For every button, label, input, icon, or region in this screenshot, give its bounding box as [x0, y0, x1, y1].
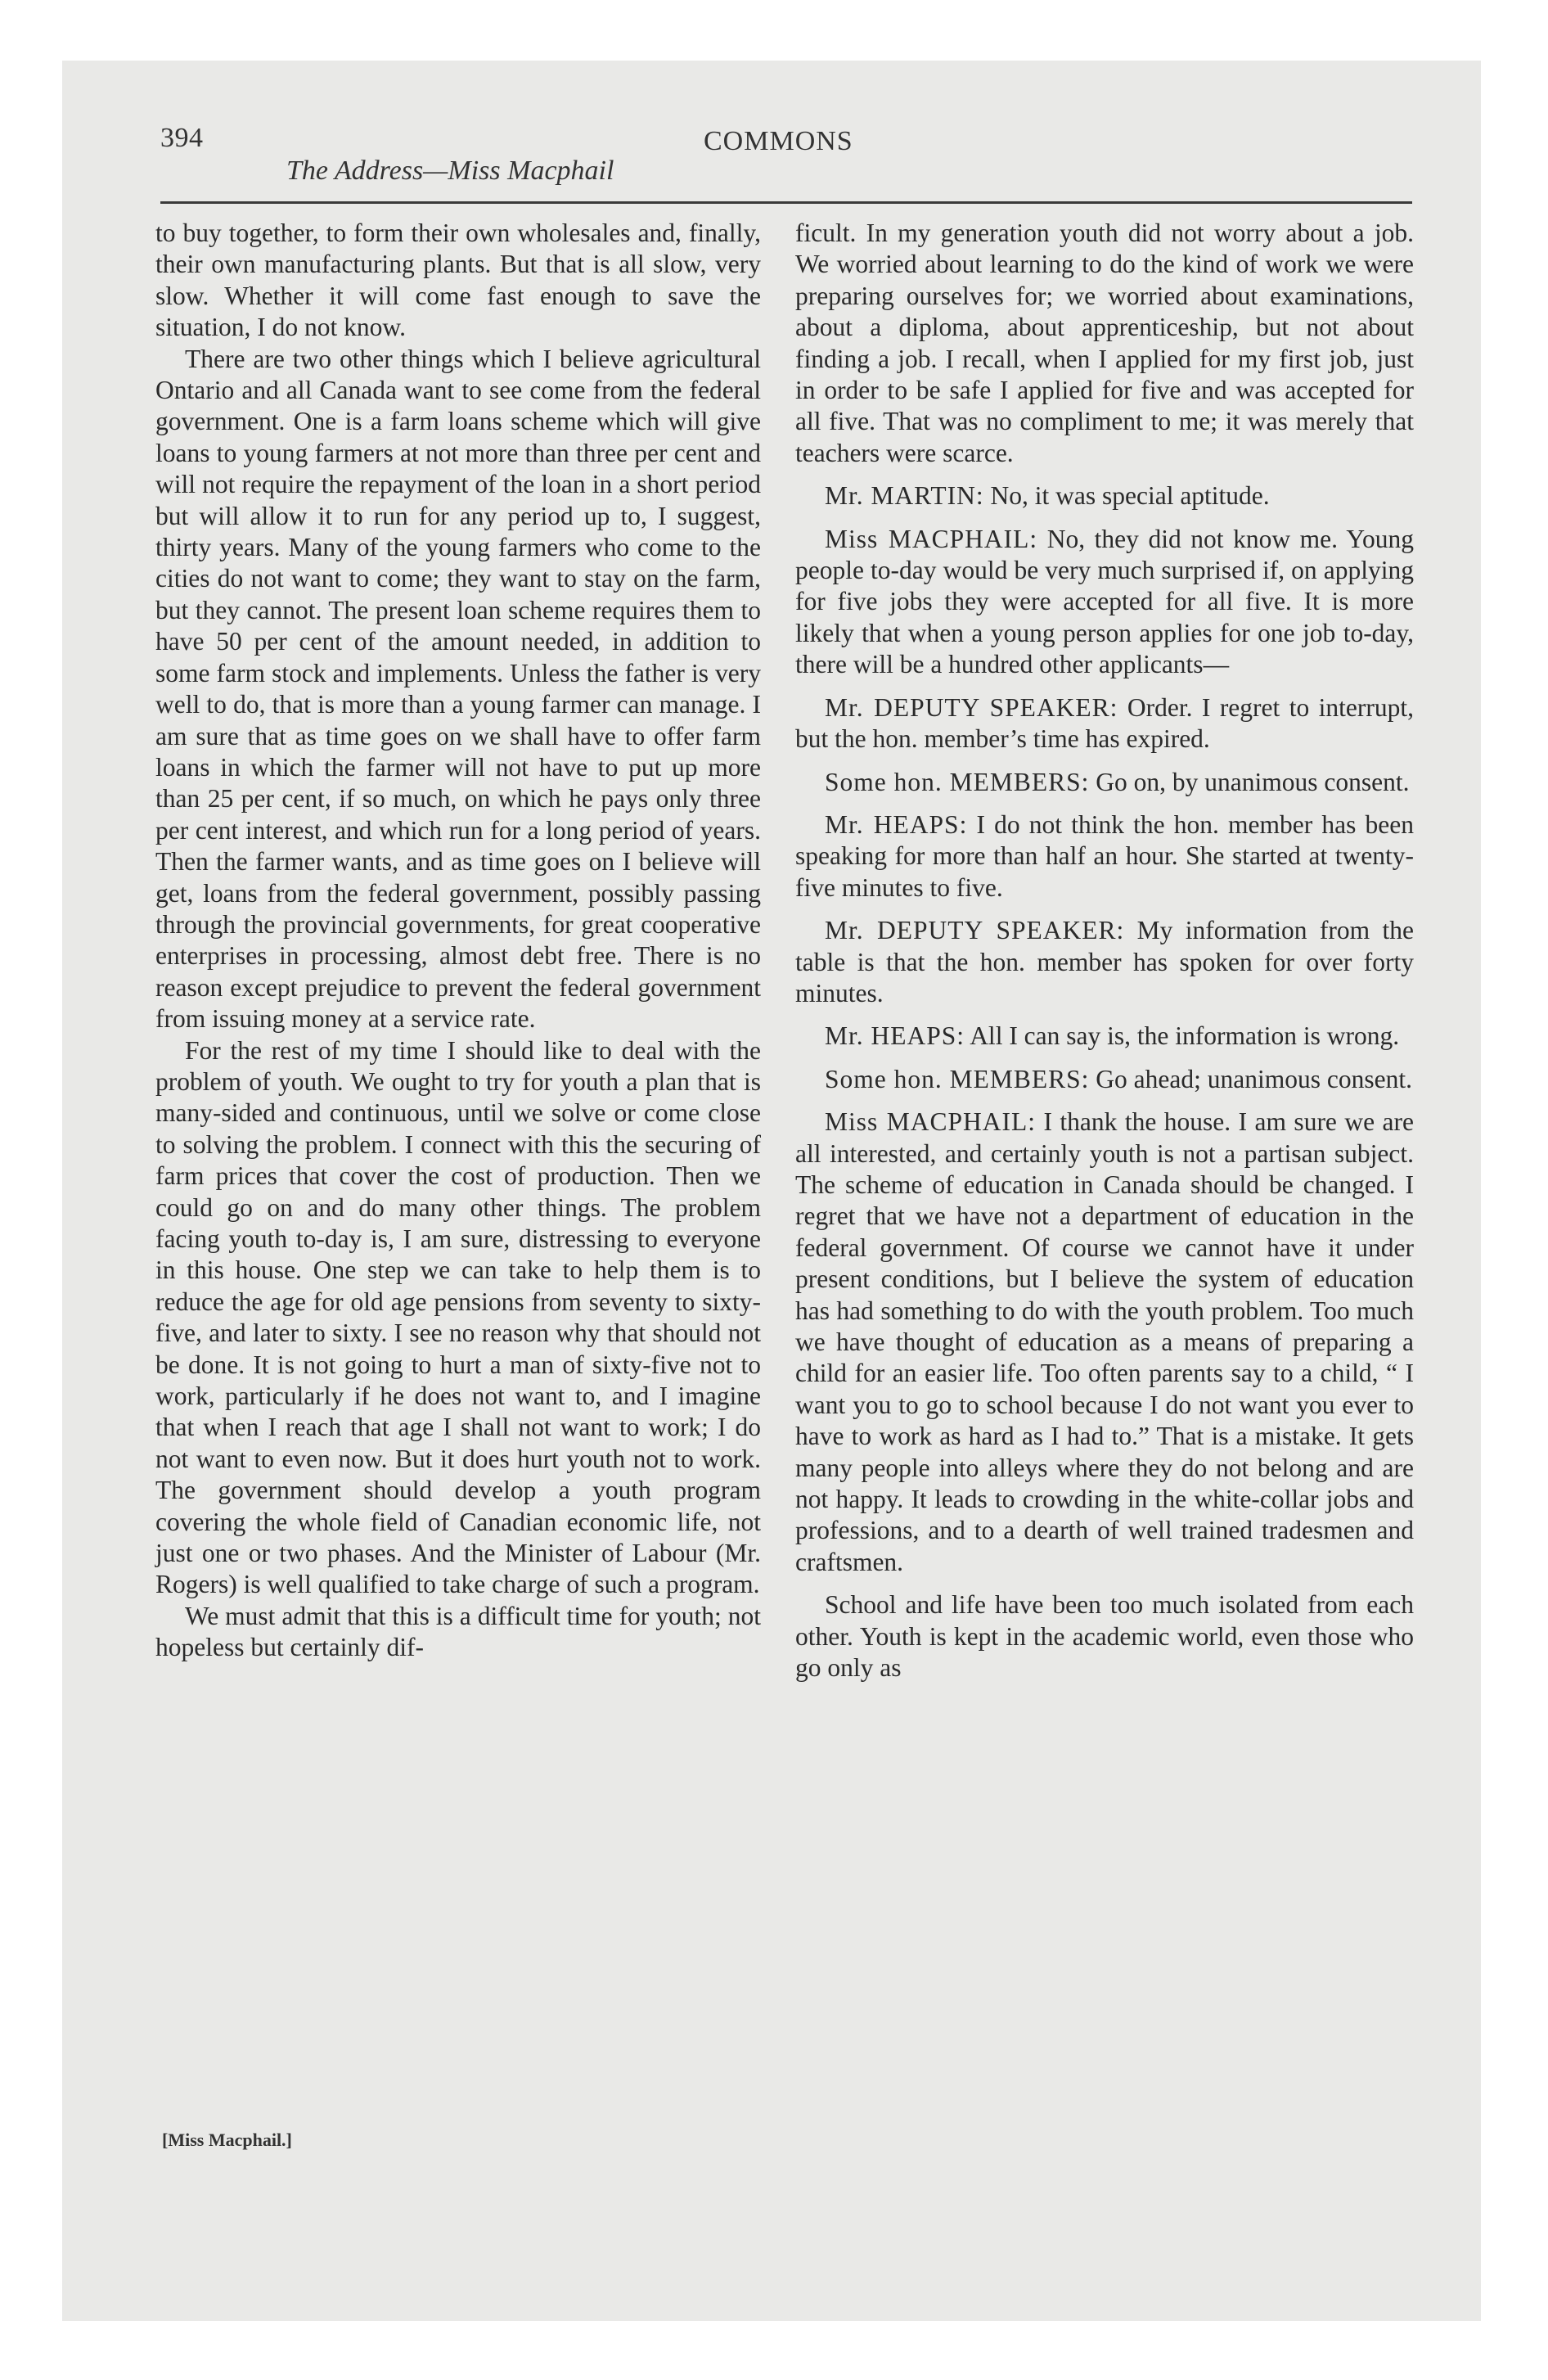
paragraph: School and life have been too much isolated from each other. Youth is kept in the academic world, even those who go only as: [795, 1590, 1414, 1683]
page-number: 394: [160, 123, 204, 153]
speech: [795, 809, 1414, 904]
speaker-name: Miss MACPHAIL:: [825, 1107, 1036, 1137]
speech-text: No, it was special aptitude.: [990, 481, 1270, 511]
speaker-name: Mr. DEPUTY SPEAKER:: [825, 692, 1118, 722]
speaker-name: Mr. DEPUTY SPEAKER:: [825, 916, 1125, 945]
speaker-name: Some hon. MEMBERS:: [825, 1064, 1090, 1093]
speech: [795, 1107, 1414, 1578]
speech: [795, 480, 1414, 512]
speech-text: Go on, by unanimous consent.: [1096, 767, 1410, 796]
speaker-name: Some hon. MEMBERS:: [825, 767, 1090, 796]
header-rule: [160, 201, 1412, 204]
speech-text: I thank the house. I am sure we are all interested, and certainly youth is not a partisan subject. The scheme of education in Canada should be changed. I regret that we have not a department of education in the federal government. Of course we cannot have it under present conditions, but I believe the system of education has had something to do with the youth problem. Too much we have thought of education as a means of preparing a child for an easier life. Too often parents say to a child, “ I want you to go to school because I do not want you ever to have to work as hard as I had to.” That is a mistake. It gets many people into alleys where they do not belong and are not happy. It leads to crowding in the white-collar jobs and professions, and to a dearth of well trained tradesmen and craftsmen.: [795, 1107, 1414, 1576]
speech: [795, 1064, 1414, 1095]
speech: [795, 524, 1414, 681]
speaker-name: Mr. HEAPS:: [825, 1021, 965, 1051]
speech-text: Order. I regret to interrupt, but the hon. member’s time has expired.: [795, 692, 1415, 754]
speech: [795, 1021, 1414, 1052]
running-title: The Address—Miss Macphail: [286, 156, 614, 186]
speech: [795, 767, 1414, 798]
left-column: [155, 218, 761, 1664]
speech-text: No, they did not know me. Young people to-day would be very much surprised if, on applying for five jobs they were accepted for all five. It is more likely that when a young person applies for one job to-day, there will be a hundred other applicants—: [795, 524, 1415, 679]
paragraph: We must admit that this is a difficult time for youth; not hopeless but certainly dif-: [155, 1601, 761, 1662]
speech-text: All I can say is, the information is wrong.: [970, 1021, 1400, 1051]
speech-text: Go ahead; unanimous consent.: [1096, 1064, 1412, 1093]
speech-text: My information from the table is that the hon. member has spoken for over forty minutes.: [795, 916, 1414, 1007]
paragraph: For the rest of my time I should like to deal with the problem of youth. We ought to try for youth a plan that is many-sided and continuous, until we solve or come close to solving the problem. I connect with this the securing of farm prices that cover the cost of production. Then we could go on and do many other things. The problem facing youth to-day is, I am sure, distressing to everyone in this house. One step we can take to help them is to reduce the age for old age pensions from seventy to sixty-five, and later to sixty. I see no reason why that should not be done. It is not going to hurt a man of sixty-five not to work, particularly if he does not want to, and I imagine that when I reach that age I shall not want to work; I do not want to even now. But it does hurt youth not to work. The government should develop a youth program covering the whole field of Canadian economic life, not just one or two phases. And the Minister of Labour (Mr. Rogers) is well qualified to take charge of such a program.: [155, 1035, 761, 1599]
paragraph: to buy together, to form their own wholesales and, finally, their own manufacturing plants. But that is all slow, very slow. Whether it will come fast enough to save the situation, I do not know.: [155, 219, 761, 342]
speech: [795, 692, 1414, 755]
speaker-name: Mr. MARTIN:: [825, 481, 984, 511]
speaker-footnote: [Miss Macphail.]: [162, 2130, 292, 2150]
paragraph: There are two other things which I believe agricultural Ontario and all Canada want to see come from the federal government. One is a farm loans scheme which will give loans to young farmers at not more than three per cent and will not require the repayment of the loan in a short period but will allow it to run for any period up to, I suggest, thirty years. Many of the young farmers who come to the cities do not want to come; they want to stay on the farm, but they cannot. The present loan scheme requires them to have 50 per cent of the amount needed, in addition to some farm stock and implements. Unless the father is very well to do, that is more than a young farmer can manage. I am sure that as time goes on we shall have to offer farm loans in which the farmer will not have to put up more than 25 per cent, if so much, on which he pays only three per cent interest, and which run for a long period of years. Then the farmer wants, and as time goes on I believe will get, loans from the federal government, possibly passing through the provincial governments, for great cooperative enterprises in processing, almost debt free. There is no reason except prejudice to prevent the federal government from issuing money at a service rate.: [155, 344, 761, 1034]
right-column: [795, 218, 1414, 1684]
speech-text: I do not think the hon. member has been speaking for more than half an hour. She started at twenty-five minutes to five.: [795, 809, 1414, 902]
paragraph: ficult. In my generation youth did not worry about a job. We worried about learning to do the kind of work we were preparing ourselves for; we worried about examinations, about a diploma, about apprenticeship, but not about finding a job. I recall, when I applied for my first job, just in order to be safe I applied for five and was accepted for all five. That was no compliment to me; it was merely that teachers were scarce.: [795, 219, 1414, 467]
section-title: COMMONS: [704, 126, 853, 156]
speech: [795, 915, 1414, 1009]
speaker-name: Miss MACPHAIL:: [825, 524, 1038, 553]
speaker-name: Mr. HEAPS:: [825, 809, 968, 839]
